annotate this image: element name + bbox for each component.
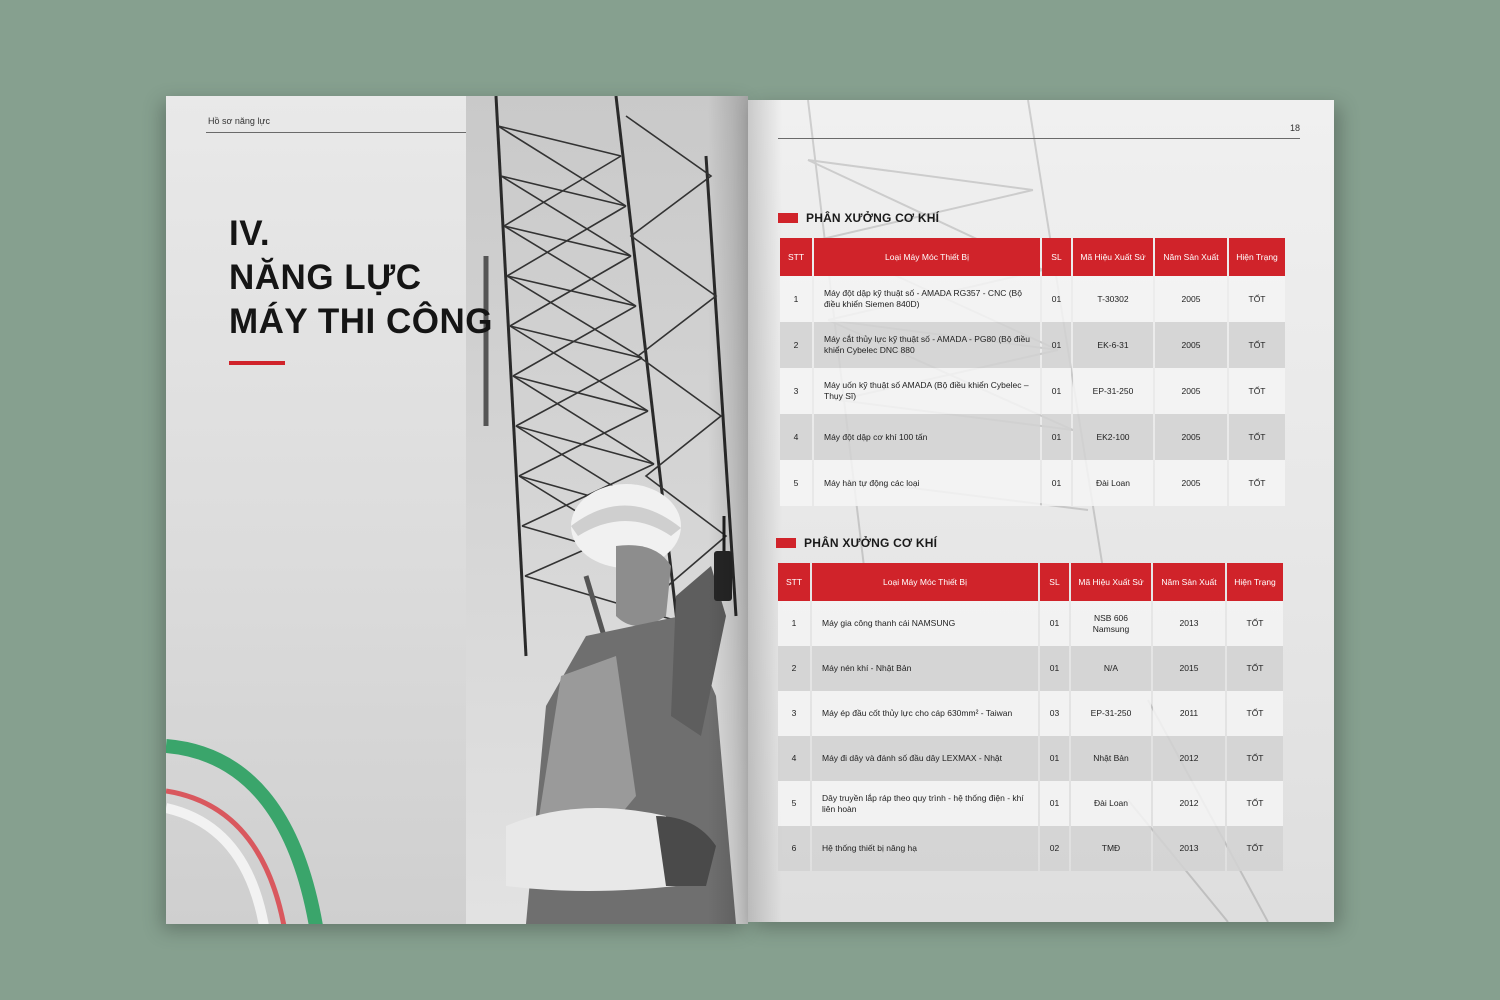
page-number-right: 18	[1290, 123, 1301, 133]
col-header-qty: SL	[1040, 563, 1069, 601]
worker-tower-photo	[466, 96, 748, 924]
cell-brand: N/A	[1071, 646, 1151, 691]
title-underline-bar	[229, 361, 285, 365]
cell-qty: 03	[1040, 691, 1069, 736]
col-header-stt: STT	[778, 563, 810, 601]
table-row	[780, 276, 1285, 322]
section-title-line-2: NĂNG LỰC	[229, 258, 422, 297]
cell-name: Máy đi dây và đánh số đầu dây LEXMAX - Nhật	[812, 736, 1038, 781]
section-title-line-1: IV.	[229, 214, 271, 253]
cell-name: Hệ thống thiết bị nâng hạ	[812, 826, 1038, 871]
cell-status: TỐT	[1229, 322, 1285, 368]
cell-status: TỐT	[1227, 601, 1283, 646]
table-row	[780, 460, 1285, 506]
table-row	[778, 646, 1283, 691]
cell-year: 2011	[1153, 691, 1225, 736]
col-header-stt: STT	[780, 238, 812, 276]
section-heading	[776, 533, 1285, 553]
cell-qty: 01	[1040, 646, 1069, 691]
table-row	[778, 826, 1283, 871]
spine-shadow-left	[708, 96, 748, 924]
cell-brand: T-30302	[1073, 276, 1153, 322]
col-header-brand: Mã Hiệu Xuất Sứ	[1073, 238, 1153, 276]
header-rule-right	[778, 138, 1300, 139]
cell-stt: 6	[778, 826, 810, 871]
cell-stt: 3	[780, 368, 812, 414]
cell-status: TỐT	[1229, 460, 1285, 506]
cell-stt: 4	[780, 414, 812, 460]
table-row	[778, 781, 1283, 826]
cell-qty: 01	[1042, 414, 1071, 460]
cell-brand: NSB 606 Namsung	[1071, 601, 1151, 646]
table-header-row	[780, 238, 1285, 276]
page-header-text: Hồ sơ năng lực	[208, 116, 270, 126]
cell-qty: 01	[1042, 322, 1071, 368]
col-header-name: Loại Máy Móc Thiết Bị	[812, 563, 1038, 601]
table-row	[780, 368, 1285, 414]
table-row	[778, 691, 1283, 736]
heading-marker	[778, 213, 798, 223]
equipment-table-2	[776, 563, 1285, 871]
cell-stt: 1	[780, 276, 812, 322]
col-header-brand: Mã Hiệu Xuất Sứ	[1071, 563, 1151, 601]
cell-brand: EK2-100	[1073, 414, 1153, 460]
cell-stt: 5	[778, 781, 810, 826]
cell-qty: 01	[1042, 460, 1071, 506]
cell-stt: 3	[778, 691, 810, 736]
table-row	[780, 322, 1285, 368]
cell-year: 2005	[1155, 322, 1227, 368]
decorative-arcs	[166, 736, 326, 924]
cell-status: TỐT	[1227, 736, 1283, 781]
cell-year: 2013	[1153, 826, 1225, 871]
cell-year: 2015	[1153, 646, 1225, 691]
col-header-status: Hiện Trạng	[1229, 238, 1285, 276]
section-title	[229, 212, 493, 344]
col-header-year: Năm Sản Xuất	[1153, 563, 1225, 601]
col-header-name: Loại Máy Móc Thiết Bị	[814, 238, 1040, 276]
equipment-section-2	[776, 533, 1285, 871]
cell-status: TỐT	[1227, 691, 1283, 736]
cell-year: 2013	[1153, 601, 1225, 646]
cell-name: Máy gia công thanh cái NAMSUNG	[812, 601, 1038, 646]
cell-year: 2012	[1153, 781, 1225, 826]
cell-brand: EP-31-250	[1073, 368, 1153, 414]
cell-name: Máy hàn tự động các loại	[814, 460, 1040, 506]
cell-brand: EK-6-31	[1073, 322, 1153, 368]
cell-qty: 02	[1040, 826, 1069, 871]
cell-brand: Nhật Bản	[1071, 736, 1151, 781]
cell-year: 2005	[1155, 368, 1227, 414]
heading-marker	[776, 538, 796, 548]
cell-year: 2005	[1155, 460, 1227, 506]
cell-name: Máy ép đầu cốt thủy lực cho cáp 630mm² - Taiwan	[812, 691, 1038, 736]
left-page	[166, 96, 748, 924]
table-row	[778, 601, 1283, 646]
cell-stt: 1	[778, 601, 810, 646]
cell-status: TỐT	[1229, 414, 1285, 460]
cell-year: 2012	[1153, 736, 1225, 781]
section-heading	[778, 208, 1287, 228]
table-row	[780, 414, 1285, 460]
cell-status: TỐT	[1227, 781, 1283, 826]
cell-year: 2005	[1155, 414, 1227, 460]
section-heading-text: PHÂN XƯỞNG CƠ KHÍ	[804, 536, 938, 550]
cell-stt: 5	[780, 460, 812, 506]
equipment-table-1	[778, 238, 1287, 506]
cell-qty: 01	[1040, 736, 1069, 781]
cell-name: Máy uốn kỹ thuật số AMADA (Bộ điều khiển Cybelec – Thụy Sĩ)	[814, 368, 1040, 414]
cell-status: TỐT	[1227, 826, 1283, 871]
col-header-status: Hiện Trạng	[1227, 563, 1283, 601]
col-header-year: Năm Sản Xuất	[1155, 238, 1227, 276]
cell-name: Máy nén khí - Nhật Bản	[812, 646, 1038, 691]
cell-stt: 2	[780, 322, 812, 368]
cell-status: TỐT	[1229, 276, 1285, 322]
cell-brand: Đài Loan	[1071, 781, 1151, 826]
section-heading-text: PHÂN XƯỞNG CƠ KHÍ	[806, 211, 940, 225]
cell-qty: 01	[1040, 781, 1069, 826]
cell-name: Máy cắt thủy lực kỹ thuật số - AMADA - PG80 (Bộ điều khiển Cybelec DNC 880	[814, 322, 1040, 368]
right-page	[748, 100, 1334, 922]
table-row	[778, 736, 1283, 781]
equipment-section-1	[778, 208, 1287, 506]
table-header-row	[778, 563, 1283, 601]
section-title-line-3: MÁY THI CÔNG	[229, 302, 493, 341]
cell-year: 2005	[1155, 276, 1227, 322]
cell-status: TỐT	[1227, 646, 1283, 691]
cell-qty: 01	[1042, 368, 1071, 414]
cell-stt: 2	[778, 646, 810, 691]
cell-status: TỐT	[1229, 368, 1285, 414]
cell-qty: 01	[1040, 601, 1069, 646]
cell-brand: Đài Loan	[1073, 460, 1153, 506]
col-header-qty: SL	[1042, 238, 1071, 276]
cell-name: Máy đột dập cơ khí 100 tấn	[814, 414, 1040, 460]
cell-name: Dây truyền lắp ráp theo quy trình - hệ thống điện - khí liên hoàn	[812, 781, 1038, 826]
cell-stt: 4	[778, 736, 810, 781]
cell-brand: TMĐ	[1071, 826, 1151, 871]
cell-name: Máy đột dập kỹ thuật số - AMADA RG357 - CNC (Bộ điều khiển Siemen 840D)	[814, 276, 1040, 322]
cell-qty: 01	[1042, 276, 1071, 322]
cell-brand: EP-31-250	[1071, 691, 1151, 736]
